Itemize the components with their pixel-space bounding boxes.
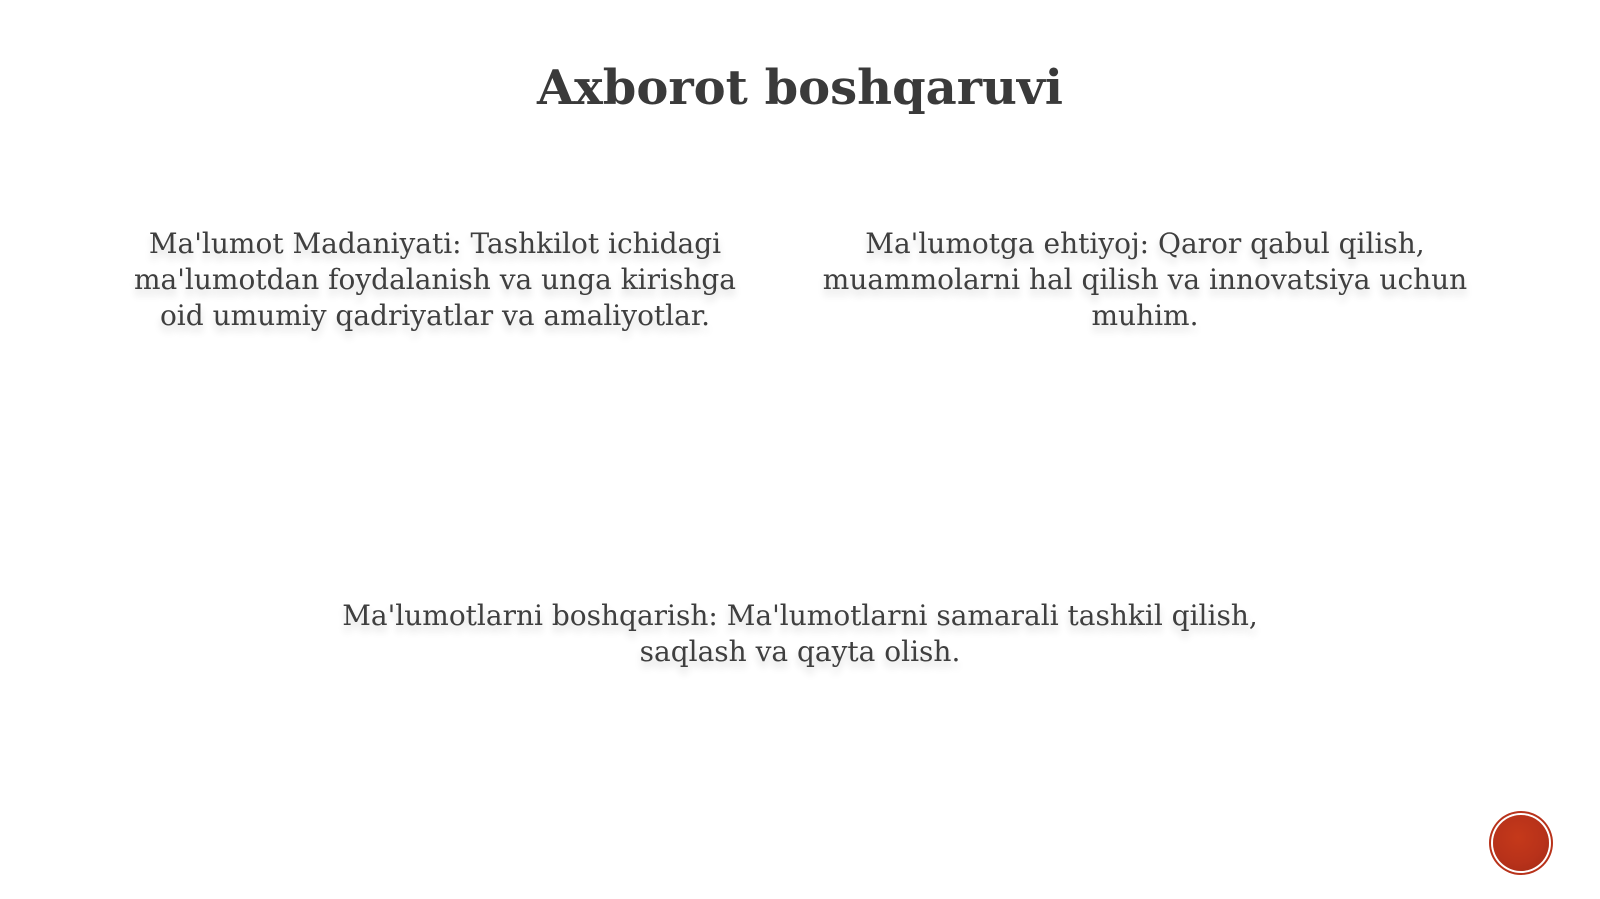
- circle-button-icon[interactable]: [1493, 815, 1549, 871]
- text-block-information-need: Ma'lumotga ehtiyoj: Qaror qabul qilish, muammolarni hal qilish va innovatsiya uchun muhim.: [822, 227, 1468, 332]
- text-block-information-culture: Ma'lumot Madaniyati: Tashkilot ichidagi ma'lumotdan foydalanish va unga kirishga oid umumiy qadriyatlar va amaliyotlar.: [133, 227, 736, 332]
- slide-title: Axborot boshqaruvi: [536, 60, 1064, 116]
- text-block-information-management: Ma'lumotlarni boshqarish: Ma'lumotlarni samarali tashkil qilish, saqlash va qayta olish.: [342, 599, 1258, 668]
